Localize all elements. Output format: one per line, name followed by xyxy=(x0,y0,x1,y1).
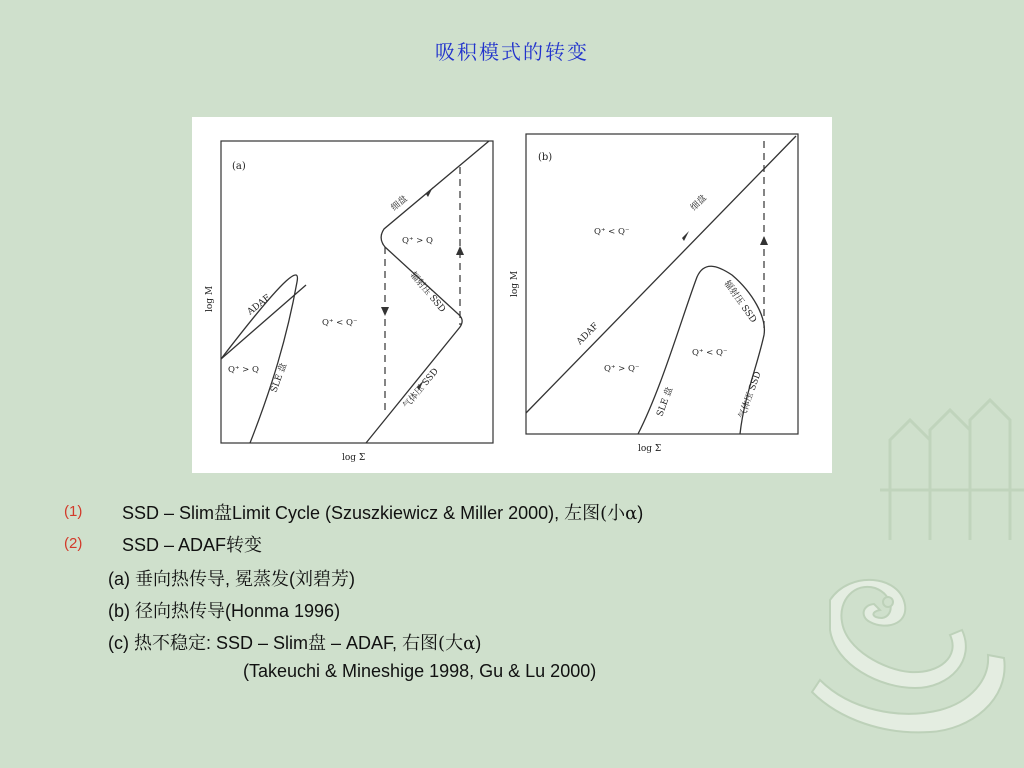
subitem-a-paren-open: ( xyxy=(289,569,296,589)
panel-a-qgt-right: Q⁺ > Q xyxy=(402,236,433,246)
subitem-c-greek: α xyxy=(463,633,476,654)
subitem-c-rest-a: : SSD – Slim xyxy=(206,633,309,653)
item-1-close: ) xyxy=(637,503,644,523)
panel-a-arrow-down xyxy=(381,307,389,316)
panel-b xyxy=(510,134,798,454)
subitem-c-label: (c) xyxy=(108,633,134,653)
diagram-figure xyxy=(192,117,832,473)
panel-a-thin-label: 细盘 xyxy=(389,194,410,214)
item-1-number: (1) xyxy=(64,503,83,520)
panel-a-frame xyxy=(221,141,493,443)
panel-a-arrow-up xyxy=(456,246,464,255)
panel-b-arrow-up xyxy=(760,236,768,245)
subitem-b-label: (b) xyxy=(108,601,135,621)
subitem-c-rest-b: – ADAF, xyxy=(326,633,403,653)
panel-b-qgt: Q⁺ > Q⁻ xyxy=(604,364,640,374)
item-1-part-b: Limit Cycle (Szuszkiewicz & Miller 2000), xyxy=(232,503,565,523)
jade-dragon-ornament xyxy=(790,560,1024,768)
diagram-svg xyxy=(192,117,832,473)
fence-pattern-ornament xyxy=(880,380,1024,550)
subitem-b-cjk: 径向热传导 xyxy=(135,601,225,622)
dragon-eye-icon xyxy=(883,597,893,607)
panel-b-ylabel: log M xyxy=(510,270,520,297)
panel-a-slim-label: SLE 盘 xyxy=(269,361,290,395)
panel-a xyxy=(205,141,493,463)
item-1-cjk-b: 左图(小 xyxy=(564,503,626,524)
panel-b-slim-label: SLE 盘 xyxy=(655,385,676,419)
panel-a-xlabel: log Σ xyxy=(342,453,366,463)
subitem-a-paren-close: ) xyxy=(349,569,356,589)
item-2-cjk-a: 转变 xyxy=(226,535,263,556)
dragon-body-shape xyxy=(830,580,966,688)
subitem-a xyxy=(108,565,355,591)
panel-b-qlt-top: Q⁺ < Q⁻ xyxy=(594,227,630,237)
subitem-a-label: (a) xyxy=(108,569,135,589)
item-2-text xyxy=(122,531,262,557)
subitem-b xyxy=(108,597,340,623)
subitem-c-cjk3: 右图(大 xyxy=(402,633,464,654)
item-1-cjk-a: 盘 xyxy=(214,503,233,524)
subitem-c-close: ) xyxy=(475,633,482,653)
fence-arch-1 xyxy=(890,420,930,540)
subitem-a-sep: , xyxy=(225,569,236,589)
panel-b-thin-label: 细盘 xyxy=(689,193,709,214)
item-2-part-a: SSD – ADAF xyxy=(122,535,227,555)
item-1-part-a: SSD – Slim xyxy=(122,503,215,523)
panel-b-xlabel: log Σ xyxy=(638,444,662,454)
panel-b-adaf-label: ADAF xyxy=(575,321,601,348)
panel-a-arrow-curve xyxy=(426,187,433,197)
fence-arch-2 xyxy=(930,410,970,540)
panel-a-tag: (a) xyxy=(232,161,246,172)
slide-title: 吸积模式的转变 xyxy=(435,40,589,64)
panel-b-radiation-label: 辐射压 SSD xyxy=(721,278,758,326)
subitem-c-cjk: 热不稳定 xyxy=(134,633,206,654)
subitem-b-rest: (Honma 1996) xyxy=(225,601,341,621)
panel-b-arrow-line xyxy=(682,231,689,241)
panel-a-adaf-label: ADAF xyxy=(245,293,273,318)
panel-a-radiation-label: 辐射压 SSD xyxy=(407,270,448,315)
subitem-a-cjk: 垂向热传导 xyxy=(135,569,225,590)
subitem-c xyxy=(108,629,481,655)
panel-b-qlt-mid: Q⁺ < Q⁻ xyxy=(692,348,728,358)
panel-b-tag: (b) xyxy=(538,152,553,163)
panel-b-gas-label: 气体压 SSD xyxy=(737,370,764,421)
panel-a-gas-label: 气体压 SSD xyxy=(401,366,441,411)
subitem-a-cjk3: 刘碧芳 xyxy=(295,569,350,590)
panel-a-qgt-left: Q⁺ > Q xyxy=(228,365,259,375)
fence-arch-3 xyxy=(970,400,1010,540)
panel-a-qlt: Q⁺ < Q⁻ xyxy=(322,318,358,328)
panel-a-ylabel: log M xyxy=(205,285,215,312)
subitem-a-cjk2: 冕蒸发 xyxy=(235,569,290,590)
item-1-greek: α xyxy=(625,503,638,524)
dragon-tail-shape xyxy=(812,655,1005,732)
item-1-text xyxy=(122,499,643,525)
citation-text: (Takeuchi & Mineshige 1998, Gu & Lu 2000) xyxy=(243,661,597,681)
subitem-c-cjk2: 盘 xyxy=(308,633,327,654)
item-2-number: (2) xyxy=(64,535,83,552)
